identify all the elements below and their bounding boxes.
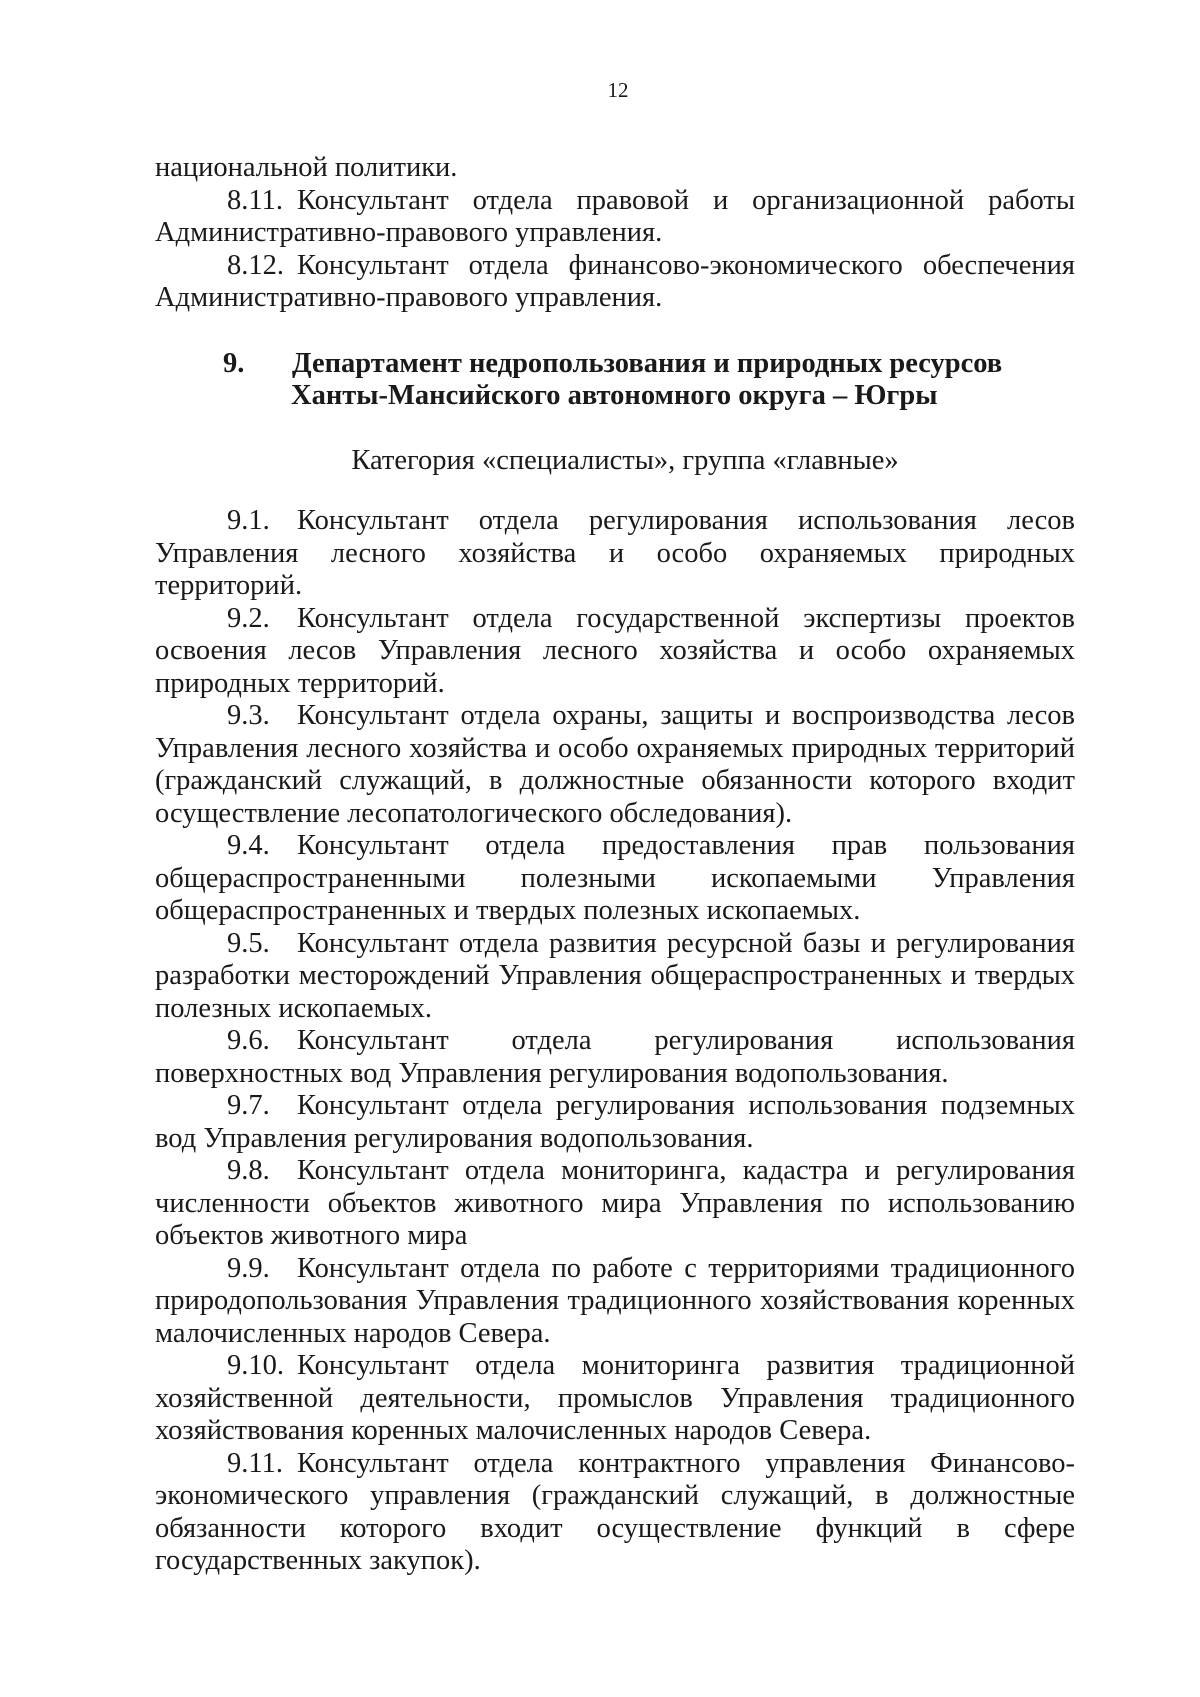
list-item-9-9 (155, 1253, 1075, 1351)
category-label: Категория «специалисты», группа «главные» (351, 444, 899, 476)
list-item-9-5 (155, 928, 1075, 1026)
list-item-9-6 (155, 1025, 1075, 1090)
item-number: 9.11. (227, 1447, 283, 1479)
item-number: 9.10. (227, 1350, 284, 1381)
item-number: 9.7. (227, 1090, 270, 1121)
item-number: 9.2. (227, 602, 270, 634)
item-number: 9.1. (227, 505, 270, 536)
list-item-9-7 (155, 1090, 1075, 1155)
list-item-9-3 (155, 700, 1075, 830)
item-number: 9.3. (227, 700, 270, 731)
item-text: Консультант отдела государственной экспертизы проектов освоения лесов Управления лесного хозяйства и особо охраняемых природных территорий. (155, 602, 1075, 699)
item-number: 9.9. (227, 1252, 270, 1284)
section-title-line-2: Ханты-Мансийского автономного округа – Югры (291, 380, 938, 411)
section-number: 9. (223, 347, 245, 379)
intro-line: национальной политики. (155, 152, 458, 183)
item-text: Консультант отдела финансово-экономического обеспечения Административно-правового управления. (155, 249, 1075, 313)
item-number: 9.4. (227, 830, 270, 861)
list-item-8-11 (155, 185, 1075, 250)
item-number: 9.6. (227, 1025, 270, 1056)
item-text: Консультант отдела развития ресурсной базы и регулирования разработки месторождений Управления общераспространенных и твердых полезных ископаемых. (155, 927, 1075, 1024)
document-body (155, 152, 1075, 1578)
section-title-line-1: Департамент недропользования и природных ресурсов (292, 347, 1003, 379)
list-item-8-12 (155, 250, 1075, 315)
item-text: Консультант отдела регулирования использования поверхностных вод Управления регулирования водопользования. (155, 1025, 1075, 1089)
item-text: Консультант отдела охраны, защиты и воспроизводства лесов Управления лесного хозяйства и особо охраняемых природных территорий (гражданский служащий, в должностные обязанности которого входит осуществление лесопатологического обследования). (155, 700, 1075, 829)
list-item-9-11 (155, 1448, 1075, 1578)
item-text: Консультант отдела мониторинга развития традиционной хозяйственной деятельности, промыслов Управления традиционного хозяйствования коренных малочисленных народов Севера. (155, 1350, 1075, 1446)
section-heading (155, 348, 1075, 413)
item-text: Консультант отдела регулирования использования подземных вод Управления регулирования водопользования. (155, 1090, 1075, 1154)
item-text: Консультант отдела по работе с территориями традиционного природопользования Управления традиционного хозяйствования коренных малочисленных народов Севера. (155, 1252, 1075, 1349)
item-text: Консультант отдела регулирования использования лесов Управления лесного хозяйства и особо охраняемых природных территорий. (155, 505, 1075, 601)
item-text: Консультант отдела правовой и организационной работы Административно-правового управления. (155, 184, 1075, 248)
list-item-9-2 (155, 603, 1075, 701)
item-text: Консультант отдела контрактного управления Финансово-экономического управления (гражданский служащий, в должностные обязанности которого входит осуществление функций в сфере государственных закупок). (155, 1447, 1075, 1576)
list-item-9-8 (155, 1155, 1075, 1253)
item-number: 8.12. (227, 249, 284, 281)
page-number: 12 (607, 78, 629, 102)
item-text: Консультант отдела предоставления прав пользования общераспространенными полезными ископаемыми Управления общераспространенных и твердых полезных ископаемых. (155, 830, 1075, 926)
list-item-9-10 (155, 1350, 1075, 1448)
item-number: 8.11. (227, 184, 283, 216)
list-item-9-4 (155, 830, 1075, 928)
item-number: 9.5. (227, 927, 270, 959)
list-item-9-1 (155, 505, 1075, 603)
item-number: 9.8. (227, 1155, 270, 1186)
item-text: Консультант отдела мониторинга, кадастра и регулирования численности объектов животного мира Управления по использованию объектов животного мира (155, 1155, 1075, 1251)
